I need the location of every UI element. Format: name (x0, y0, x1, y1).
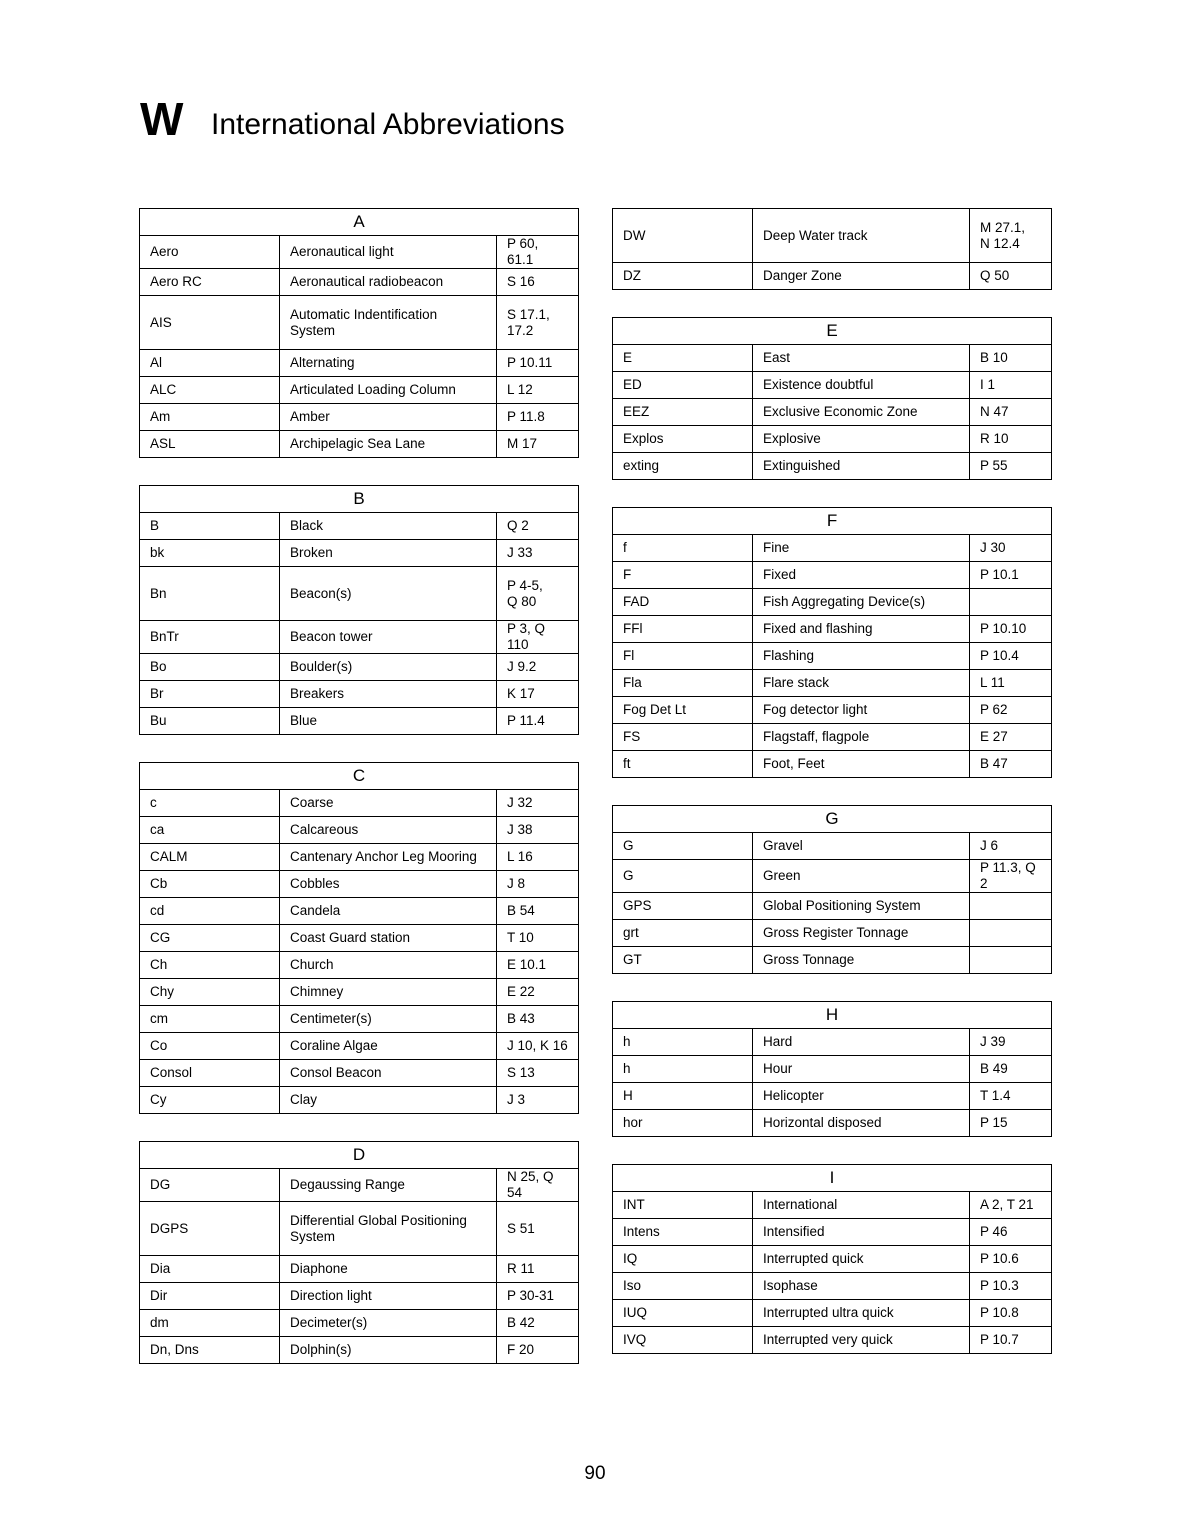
table-row (140, 817, 579, 844)
table-row (613, 920, 1052, 947)
table-row (613, 1219, 1052, 1246)
table-row (140, 654, 579, 681)
abbreviation-cell: ALC (140, 377, 280, 404)
table-row (140, 979, 579, 1006)
reference-cell (970, 947, 1052, 974)
table-row (140, 540, 579, 567)
meaning-cell: International (753, 1192, 970, 1219)
abbreviation-cell: Chy (140, 979, 280, 1006)
reference-cell: P 30-31 (497, 1283, 579, 1310)
abbreviation-cell: cd (140, 898, 280, 925)
abbreviation-cell: f (613, 535, 753, 562)
reference-cell: J 30 (970, 535, 1052, 562)
reference-cell: K 17 (497, 681, 579, 708)
abbreviation-cell: hor (613, 1110, 753, 1137)
meaning-cell: Global Positioning System (753, 893, 970, 920)
abbreviation-cell: Co (140, 1033, 280, 1060)
reference-cell: P 11.8 (497, 404, 579, 431)
meaning-cell: Candela (280, 898, 497, 925)
reference-cell: Q 2 (497, 513, 579, 540)
reference-cell: L 12 (497, 377, 579, 404)
reference-cell: P 10.7 (970, 1327, 1052, 1354)
abbreviation-cell: h (613, 1029, 753, 1056)
meaning-cell: Boulder(s) (280, 654, 497, 681)
reference-cell: J 38 (497, 817, 579, 844)
reference-cell (970, 893, 1052, 920)
reference-cell: B 49 (970, 1056, 1052, 1083)
table-row (613, 535, 1052, 562)
reference-cell: B 10 (970, 345, 1052, 372)
table-row (613, 670, 1052, 697)
table-row (140, 1310, 579, 1337)
section-letter-heading: F (613, 508, 1052, 535)
reference-cell: P 55 (970, 453, 1052, 480)
table-row (613, 562, 1052, 589)
reference-cell: P 10.1 (970, 562, 1052, 589)
abbreviation-cell: G (613, 860, 753, 893)
table-row (613, 1029, 1052, 1056)
abbreviation-cell: IQ (613, 1246, 753, 1273)
table-row (613, 1300, 1052, 1327)
meaning-cell: Consol Beacon (280, 1060, 497, 1087)
abbreviation-cell: EEZ (613, 399, 753, 426)
meaning-cell: Beacon(s) (280, 567, 497, 621)
reference-cell: P 62 (970, 697, 1052, 724)
meaning-cell: Articulated Loading Column (280, 377, 497, 404)
reference-cell: P 60, 61.1 (497, 236, 579, 269)
table-row (613, 453, 1052, 480)
reference-cell: S 16 (497, 269, 579, 296)
abbreviation-cell: Br (140, 681, 280, 708)
table-row (140, 898, 579, 925)
reference-cell: P 10.6 (970, 1246, 1052, 1273)
abbreviation-cell: DZ (613, 263, 753, 290)
meaning-cell: Broken (280, 540, 497, 567)
table-row (613, 1273, 1052, 1300)
section-header-row (140, 763, 579, 790)
abbreviation-cell: ASL (140, 431, 280, 458)
abbreviation-cell: IVQ (613, 1327, 753, 1354)
table-row (613, 724, 1052, 751)
table-row (613, 1056, 1052, 1083)
abbreviation-cell: Fla (613, 670, 753, 697)
table-row (140, 1087, 579, 1114)
abbreviation-cell: bk (140, 540, 280, 567)
reference-cell: E 10.1 (497, 952, 579, 979)
reference-cell (970, 589, 1052, 616)
section-letter-heading: A (140, 209, 579, 236)
abbreviation-table-i (612, 1164, 1052, 1354)
abbreviation-cell: Dir (140, 1283, 280, 1310)
meaning-cell: Clay (280, 1087, 497, 1114)
reference-cell: P 10.11 (497, 350, 579, 377)
table-row (613, 947, 1052, 974)
table-row (140, 1256, 579, 1283)
abbreviation-cell: ca (140, 817, 280, 844)
page-number: 90 (584, 1463, 606, 1484)
section-letter: W (140, 93, 184, 145)
abbreviation-cell: Explos (613, 426, 753, 453)
table-row (613, 643, 1052, 670)
abbreviation-cell: Ch (140, 952, 280, 979)
meaning-cell: Centimeter(s) (280, 1006, 497, 1033)
reference-cell: P 10.4 (970, 643, 1052, 670)
table-row (140, 925, 579, 952)
table-row (140, 621, 579, 654)
table-row (140, 567, 579, 621)
table-row (613, 697, 1052, 724)
reference-cell: J 9.2 (497, 654, 579, 681)
table-row (140, 1033, 579, 1060)
meaning-cell: Decimeter(s) (280, 1310, 497, 1337)
meaning-cell: Amber (280, 404, 497, 431)
section-letter-heading: E (613, 318, 1052, 345)
section-header-row (613, 318, 1052, 345)
section-letter-heading: B (140, 486, 579, 513)
table-row (140, 431, 579, 458)
meaning-cell: Flagstaff, flagpole (753, 724, 970, 751)
abbreviation-cell: INT (613, 1192, 753, 1219)
reference-cell: S 13 (497, 1060, 579, 1087)
meaning-cell: Interrupted very quick (753, 1327, 970, 1354)
abbreviation-cell: G (613, 833, 753, 860)
reference-cell: J 10, K 16 (497, 1033, 579, 1060)
meaning-cell: Green (753, 860, 970, 893)
section-header-row (613, 1165, 1052, 1192)
meaning-cell: Interrupted ultra quick (753, 1300, 970, 1327)
abbreviation-table-c (139, 762, 579, 1114)
page-title: International Abbreviations (211, 108, 565, 141)
abbreviation-cell: Dn, Dns (140, 1337, 280, 1364)
meaning-cell: Beacon tower (280, 621, 497, 654)
meaning-cell: Foot, Feet (753, 751, 970, 778)
meaning-cell: Deep Water track (753, 209, 970, 263)
table-row (140, 269, 579, 296)
reference-cell: I 1 (970, 372, 1052, 399)
abbreviation-cell: Am (140, 404, 280, 431)
abbreviation-table-e (612, 317, 1052, 480)
abbreviation-table-continued (612, 208, 1052, 290)
meaning-cell: Coast Guard station (280, 925, 497, 952)
meaning-cell: Coarse (280, 790, 497, 817)
abbreviation-cell: ED (613, 372, 753, 399)
meaning-cell: Dolphin(s) (280, 1337, 497, 1364)
meaning-cell: Aeronautical light (280, 236, 497, 269)
reference-cell: J 3 (497, 1087, 579, 1114)
reference-cell: B 47 (970, 751, 1052, 778)
abbreviation-table-h (612, 1001, 1052, 1137)
section-header-row (613, 806, 1052, 833)
reference-cell: B 54 (497, 898, 579, 925)
meaning-cell: Flare stack (753, 670, 970, 697)
meaning-cell: Existence doubtful (753, 372, 970, 399)
table-row (613, 1327, 1052, 1354)
abbreviation-cell: Bn (140, 567, 280, 621)
abbreviation-cell: FS (613, 724, 753, 751)
reference-cell: R 11 (497, 1256, 579, 1283)
meaning-cell: Differential Global Positioning System (280, 1202, 497, 1256)
meaning-cell: Gross Register Tonnage (753, 920, 970, 947)
abbreviation-table-f (612, 507, 1052, 778)
meaning-cell: Extinguished (753, 453, 970, 480)
abbreviation-cell: B (140, 513, 280, 540)
section-header-row (613, 1002, 1052, 1029)
meaning-cell: Isophase (753, 1273, 970, 1300)
reference-cell: Q 50 (970, 263, 1052, 290)
meaning-cell: Breakers (280, 681, 497, 708)
meaning-cell: Direction light (280, 1283, 497, 1310)
table-row (613, 345, 1052, 372)
table-row (613, 1192, 1052, 1219)
reference-cell: P 10.3 (970, 1273, 1052, 1300)
abbreviation-cell: c (140, 790, 280, 817)
reference-cell: J 32 (497, 790, 579, 817)
abbreviation-cell: Cb (140, 871, 280, 898)
abbreviation-cell: Consol (140, 1060, 280, 1087)
table-row (140, 1202, 579, 1256)
reference-cell: N 25, Q 54 (497, 1169, 579, 1202)
section-letter-heading: I (613, 1165, 1052, 1192)
meaning-cell: Flashing (753, 643, 970, 670)
meaning-cell: Coraline Algae (280, 1033, 497, 1060)
abbreviation-cell: GT (613, 947, 753, 974)
meaning-cell: Automatic Indentification System (280, 296, 497, 350)
abbreviation-table-g (612, 805, 1052, 974)
abbreviation-table-d (139, 1141, 579, 1364)
abbreviation-cell: h (613, 1056, 753, 1083)
reference-cell: P 46 (970, 1219, 1052, 1246)
table-row (613, 1083, 1052, 1110)
reference-cell: P 3, Q 110 (497, 621, 579, 654)
table-row (613, 833, 1052, 860)
table-row (613, 616, 1052, 643)
abbreviation-table-a (139, 208, 579, 458)
abbreviation-cell: Iso (613, 1273, 753, 1300)
table-row (613, 399, 1052, 426)
meaning-cell: Hard (753, 1029, 970, 1056)
reference-cell: T 10 (497, 925, 579, 952)
meaning-cell: Horizontal disposed (753, 1110, 970, 1137)
meaning-cell: Exclusive Economic Zone (753, 399, 970, 426)
meaning-cell: Explosive (753, 426, 970, 453)
abbreviation-cell: Dia (140, 1256, 280, 1283)
meaning-cell: Cobbles (280, 871, 497, 898)
section-letter-heading: G (613, 806, 1052, 833)
meaning-cell: Alternating (280, 350, 497, 377)
table-row (613, 209, 1052, 263)
table-row (613, 1110, 1052, 1137)
reference-cell: P 4-5, Q 80 (497, 567, 579, 621)
abbreviation-cell: FAD (613, 589, 753, 616)
reference-cell: E 22 (497, 979, 579, 1006)
abbreviation-cell: CG (140, 925, 280, 952)
reference-cell: P 15 (970, 1110, 1052, 1137)
reference-cell: P 11.4 (497, 708, 579, 735)
table-row (140, 1060, 579, 1087)
reference-cell: R 10 (970, 426, 1052, 453)
reference-cell: B 43 (497, 1006, 579, 1033)
reference-cell: S 51 (497, 1202, 579, 1256)
table-row (140, 681, 579, 708)
reference-cell: J 39 (970, 1029, 1052, 1056)
table-row (140, 513, 579, 540)
abbreviation-table-b (139, 485, 579, 735)
meaning-cell: Danger Zone (753, 263, 970, 290)
reference-cell: M 27.1, N 12.4 (970, 209, 1052, 263)
table-row (140, 708, 579, 735)
meaning-cell: Helicopter (753, 1083, 970, 1110)
abbreviation-cell: exting (613, 453, 753, 480)
abbreviation-cell: Aero (140, 236, 280, 269)
table-row (140, 236, 579, 269)
meaning-cell: Church (280, 952, 497, 979)
abbreviation-cell: AIS (140, 296, 280, 350)
reference-cell: S 17.1, 17.2 (497, 296, 579, 350)
abbreviation-cell: DGPS (140, 1202, 280, 1256)
section-letter-heading: D (140, 1142, 579, 1169)
table-row (613, 1246, 1052, 1273)
reference-cell: J 8 (497, 871, 579, 898)
abbreviation-cell: ft (613, 751, 753, 778)
reference-cell: P 10.8 (970, 1300, 1052, 1327)
meaning-cell: Fine (753, 535, 970, 562)
right-column (612, 208, 1051, 1381)
meaning-cell: Fog detector light (753, 697, 970, 724)
table-row (613, 372, 1052, 399)
abbreviation-cell: grt (613, 920, 753, 947)
reference-cell: J 6 (970, 833, 1052, 860)
table-row (140, 1006, 579, 1033)
meaning-cell: Diaphone (280, 1256, 497, 1283)
abbreviation-cell: CALM (140, 844, 280, 871)
table-row (140, 404, 579, 431)
abbreviation-cell: Al (140, 350, 280, 377)
section-header-row (140, 1142, 579, 1169)
abbreviation-cell: Bo (140, 654, 280, 681)
meaning-cell: Degaussing Range (280, 1169, 497, 1202)
section-header-row (613, 508, 1052, 535)
reference-cell: P 10.10 (970, 616, 1052, 643)
table-row (613, 263, 1052, 290)
meaning-cell: Blue (280, 708, 497, 735)
table-row (140, 296, 579, 350)
meaning-cell: Gross Tonnage (753, 947, 970, 974)
meaning-cell: Cantenary Anchor Leg Mooring (280, 844, 497, 871)
table-row (613, 860, 1052, 893)
abbreviation-cell: IUQ (613, 1300, 753, 1327)
section-letter-heading: C (140, 763, 579, 790)
meaning-cell: Archipelagic Sea Lane (280, 431, 497, 458)
reference-cell: P 11.3, Q 2 (970, 860, 1052, 893)
table-row (140, 1283, 579, 1310)
table-row (140, 790, 579, 817)
meaning-cell: Black (280, 513, 497, 540)
abbreviation-cell: Fog Det Lt (613, 697, 753, 724)
table-row (140, 1169, 579, 1202)
abbreviation-cell: H (613, 1083, 753, 1110)
abbreviation-cell: Fl (613, 643, 753, 670)
abbreviation-cell: GPS (613, 893, 753, 920)
left-column (139, 208, 578, 1391)
abbreviation-cell: E (613, 345, 753, 372)
meaning-cell: Chimney (280, 979, 497, 1006)
table-row (613, 589, 1052, 616)
reference-cell: T 1.4 (970, 1083, 1052, 1110)
reference-cell: B 42 (497, 1310, 579, 1337)
meaning-cell: Aeronautical radiobeacon (280, 269, 497, 296)
abbreviation-cell: dm (140, 1310, 280, 1337)
meaning-cell: Hour (753, 1056, 970, 1083)
abbreviation-cell: cm (140, 1006, 280, 1033)
reference-cell: A 2, T 21 (970, 1192, 1052, 1219)
meaning-cell: Calcareous (280, 817, 497, 844)
table-row (140, 871, 579, 898)
meaning-cell: Fish Aggregating Device(s) (753, 589, 970, 616)
meaning-cell: Gravel (753, 833, 970, 860)
reference-cell (970, 920, 1052, 947)
meaning-cell: Fixed (753, 562, 970, 589)
section-header-row (140, 209, 579, 236)
reference-cell: E 27 (970, 724, 1052, 751)
table-row (140, 1337, 579, 1364)
abbreviation-cell: Aero RC (140, 269, 280, 296)
table-row (613, 426, 1052, 453)
meaning-cell: Fixed and flashing (753, 616, 970, 643)
abbreviation-cell: F (613, 562, 753, 589)
reference-cell: J 33 (497, 540, 579, 567)
table-row (140, 350, 579, 377)
section-letter-heading: H (613, 1002, 1052, 1029)
table-row (140, 377, 579, 404)
section-header-row (140, 486, 579, 513)
table-row (613, 893, 1052, 920)
reference-cell: M 17 (497, 431, 579, 458)
abbreviation-cell: Cy (140, 1087, 280, 1114)
reference-cell: L 11 (970, 670, 1052, 697)
abbreviation-cell: DG (140, 1169, 280, 1202)
abbreviation-cell: DW (613, 209, 753, 263)
abbreviation-cell: BnTr (140, 621, 280, 654)
abbreviation-cell: FFl (613, 616, 753, 643)
reference-cell: N 47 (970, 399, 1052, 426)
table-row (613, 751, 1052, 778)
table-row (140, 844, 579, 871)
reference-cell: L 16 (497, 844, 579, 871)
meaning-cell: Intensified (753, 1219, 970, 1246)
reference-cell: F 20 (497, 1337, 579, 1364)
table-row (140, 952, 579, 979)
meaning-cell: Interrupted quick (753, 1246, 970, 1273)
abbreviation-cell: Intens (613, 1219, 753, 1246)
meaning-cell: East (753, 345, 970, 372)
abbreviation-cell: Bu (140, 708, 280, 735)
